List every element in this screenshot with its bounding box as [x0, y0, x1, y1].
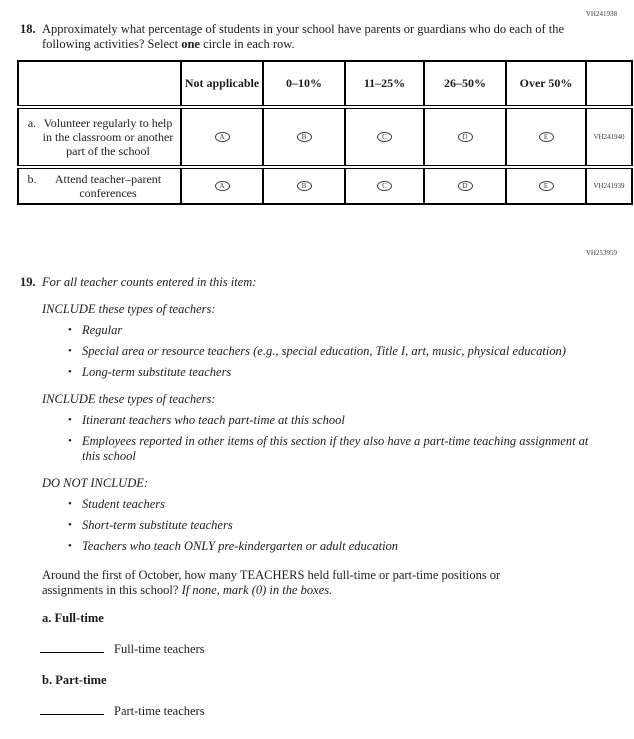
- row-b-cell-0-10: [263, 167, 345, 204]
- q18-text: [42, 22, 572, 52]
- row-a-label: Volunteer regularly to help in the classroom or another part of the school: [42, 116, 174, 158]
- include-section-2: [42, 392, 634, 464]
- answer-bubble[interactable]: B: [297, 181, 312, 191]
- q19-question: [20, 275, 634, 290]
- do-not-include-section: [42, 476, 634, 554]
- bullet-marker: •: [68, 366, 72, 378]
- bullet-item: [68, 323, 634, 338]
- header-cell-empty: [18, 61, 181, 107]
- row-b-cell-over-50: [506, 167, 586, 204]
- header-cell-0-10: 0–10%: [263, 61, 345, 107]
- bullet-marker: •: [68, 519, 72, 531]
- row-a-letter: a.: [27, 116, 37, 130]
- q19-intro: For all teacher counts entered in this item:: [42, 275, 257, 289]
- header-cell-26-50: 26–50%: [424, 61, 506, 107]
- answer-bubble[interactable]: D: [458, 181, 473, 191]
- bullet-marker: •: [68, 498, 72, 510]
- row-b-cell-11-25: [345, 167, 424, 204]
- answer-bubble[interactable]: E: [539, 132, 554, 142]
- bullet-text: Short-term substitute teachers: [82, 518, 233, 532]
- q19-body: [42, 302, 634, 719]
- header-cell-over-50: Over 50%: [506, 61, 586, 107]
- closing-paragraph: [42, 568, 542, 598]
- part-b-blank-row: [40, 702, 634, 719]
- q18-response-table: [17, 60, 633, 205]
- header-cell-code: [586, 61, 632, 107]
- row-a-cell-26-50: [424, 107, 506, 167]
- full-time-teachers-input[interactable]: [40, 640, 104, 653]
- bullet-item: [68, 365, 634, 380]
- row-a-cell-11-25: [345, 107, 424, 167]
- bullet-text: Itinerant teachers who teach part-time at this school: [82, 413, 345, 427]
- do-not-include-heading: DO NOT INCLUDE:: [42, 476, 149, 490]
- answer-bubble[interactable]: E: [539, 181, 554, 191]
- part-time-teachers-input[interactable]: [40, 702, 104, 715]
- row-b-cell-26-50: [424, 167, 506, 204]
- row-b-label: Attend teacher–parent conferences: [54, 172, 162, 200]
- q19-item-code: VH253959: [585, 249, 617, 257]
- bullet-text: Long-term substitute teachers: [82, 365, 232, 379]
- row-b-cell-not-applicable: [181, 167, 263, 204]
- q19-number: 19.: [20, 275, 36, 289]
- q18-number: 18.: [20, 22, 36, 36]
- row-b-label-cell: [18, 167, 181, 204]
- q18-question: [20, 0, 634, 52]
- closing-roman: Around the first of October, how many TEACHERS held full-time or part-time positions or assignments in this school?: [42, 568, 501, 597]
- bullet-item: [68, 497, 634, 512]
- bullet-marker: •: [68, 324, 72, 336]
- bullet-text: Special area or resource teachers (e.g., special education, Title I, art, music, physical education): [82, 344, 566, 358]
- include-section-1: [42, 302, 634, 380]
- bullet-item: [68, 518, 634, 533]
- row-b-letter: b.: [27, 172, 37, 186]
- part-time-unit-label: Part-time teachers: [114, 704, 205, 718]
- bullet-marker: •: [68, 435, 72, 447]
- table-header-row: [18, 61, 632, 107]
- row-b-code: VH241939: [586, 167, 632, 204]
- answer-bubble[interactable]: D: [458, 132, 473, 142]
- bullet-item: [68, 413, 634, 428]
- answer-bubble[interactable]: A: [215, 181, 230, 191]
- bullet-text: Regular: [82, 323, 123, 337]
- bullet-text: Employees reported in other items of this section if they also have a part-time teaching assignment at this school: [82, 434, 589, 463]
- row-a-cell-over-50: [506, 107, 586, 167]
- q18-item-code: VH241938: [585, 10, 617, 18]
- header-cell-11-25: 11–25%: [345, 61, 424, 107]
- table-row-a: [18, 107, 632, 167]
- bullet-item: [68, 344, 634, 359]
- bullet-text: Student teachers: [82, 497, 165, 511]
- bullet-marker: •: [68, 540, 72, 552]
- row-a-cell-0-10: [263, 107, 345, 167]
- closing-italic: If none, mark (0) in the boxes.: [181, 583, 333, 597]
- part-a-label: a. Full-time: [42, 611, 104, 625]
- row-a-cell-not-applicable: [181, 107, 263, 167]
- q18-text-bold: one: [181, 37, 200, 51]
- part-b-label: b. Part-time: [42, 673, 107, 687]
- answer-bubble[interactable]: C: [377, 181, 392, 191]
- answer-bubble[interactable]: C: [377, 132, 392, 142]
- answer-bubble[interactable]: A: [215, 132, 230, 142]
- bullet-item: [68, 539, 634, 554]
- header-cell-not-applicable: Not applicable: [181, 61, 263, 107]
- bullet-marker: •: [68, 345, 72, 357]
- bullet-text: Teachers who teach ONLY pre-kindergarten or adult education: [82, 539, 399, 553]
- row-a-code: VH241940: [586, 107, 632, 167]
- row-a-label-cell: [18, 107, 181, 167]
- q18-text-post: circle in each row.: [199, 37, 295, 51]
- table-row-b: [18, 167, 632, 204]
- include-2-heading: INCLUDE these types of teachers:: [42, 392, 216, 406]
- bullet-item: [68, 434, 634, 464]
- full-time-unit-label: Full-time teachers: [114, 642, 205, 656]
- part-a-blank-row: [40, 640, 634, 657]
- bullet-marker: •: [68, 414, 72, 426]
- include-1-heading: INCLUDE these types of teachers:: [42, 302, 216, 316]
- answer-bubble[interactable]: B: [297, 132, 312, 142]
- q18-text-pre: Approximately what percentage of students in your school have parents or guardians who do each of the following activities? Select: [42, 22, 565, 51]
